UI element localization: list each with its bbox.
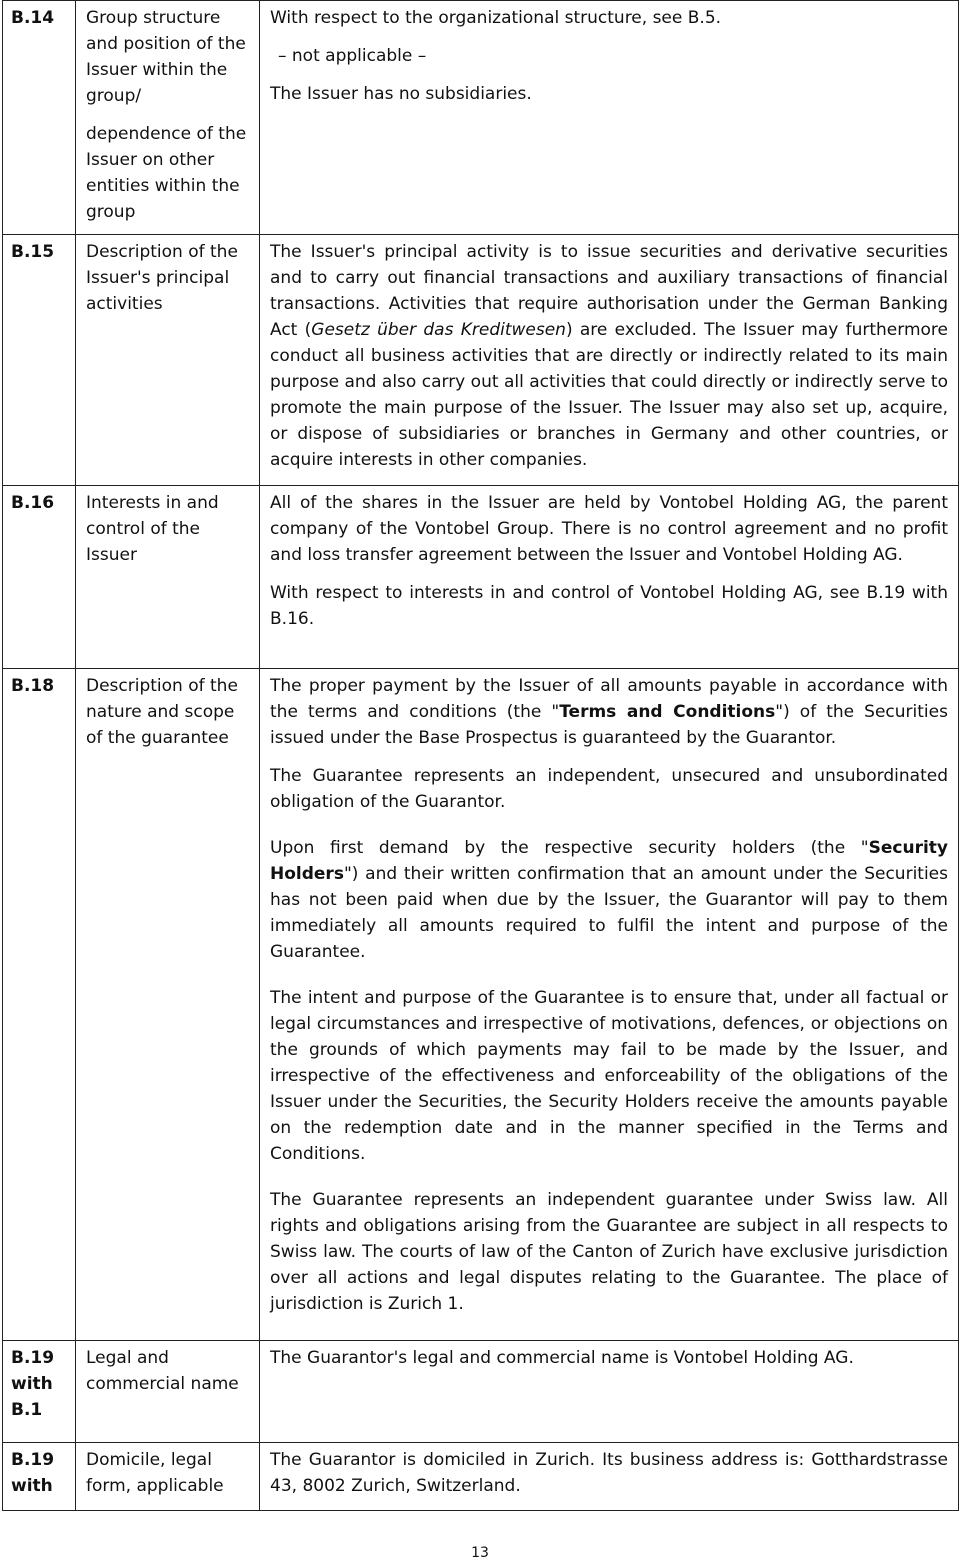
paragraph: With respect to the organizational structure, see B.5.	[270, 8, 722, 28]
paragraph	[270, 239, 948, 473]
paragraph: The intent and purpose of the Guarantee is to ensure that, under all factual or legal circumstances and irrespective of motivations, defences, or objections on the grounds of which payments may fail to be made by the Issuer, and irrespective of the effectiveness and enforceability of the obligations of the Issuer under the Securities, the Security Holders receive the amounts payable on the redemption date and in the manner specified in the Terms and Conditions.	[270, 988, 948, 1164]
paragraph-bold: Security Holders	[270, 838, 948, 884]
element-id: B.18	[3, 669, 76, 1341]
element-content	[260, 1341, 959, 1443]
paragraph-text: ") of the Securities issued under the Base Prospectus is guaranteed by the Guarantor.	[270, 702, 948, 748]
paragraph	[270, 673, 948, 751]
element-id: B.16	[3, 486, 76, 669]
paragraph: The Guarantor's legal and commercial name is Vontobel Holding AG.	[270, 1348, 854, 1368]
table-row	[3, 1443, 959, 1511]
paragraph	[270, 835, 948, 965]
table-row	[3, 235, 959, 486]
paragraph-italic: Gesetz über das Kreditwesen	[311, 320, 566, 340]
element-content	[260, 669, 959, 1341]
paragraph: With respect to interests in and control of Vontobel Holding AG, see B.19 with B.16.	[270, 583, 948, 629]
paragraph-text: ) are excluded. The Issuer may furthermore conduct all business activities that are directly or indirectly related to its main purpose and also carry out all activities that could directly or indirectly serve to promote the main purpose of the Issuer. The Issuer may also set up, acquire, or dispose of subsidiaries or branches in Germany and other countries, or acquire interests in other companies.	[270, 320, 948, 470]
element-id: B.15	[3, 235, 76, 486]
paragraph: – not applicable –	[278, 46, 427, 66]
element-id: B.19 with	[3, 1443, 76, 1511]
element-content	[260, 1443, 959, 1511]
element-label-part: dependence of the Issuer on other entities within the group	[86, 124, 247, 222]
element-id: B.19 with B.1	[3, 1341, 76, 1443]
element-label: Description of the Issuer's principal activities	[76, 235, 260, 486]
element-label: Domicile, legal form, applicable	[76, 1443, 260, 1511]
paragraph-text: The Issuer's principal activity is to issue securities and derivative securities and to carry out financial transactions and auxiliary transactions of financial transactions. Activities that require authorisation under the German Banking Act (	[270, 242, 948, 340]
element-content	[260, 235, 959, 486]
paragraph: The Guarantee represents an independent, unsecured and unsubordinated obligation of the Guarantor.	[270, 766, 948, 812]
paragraph: The Issuer has no subsidiaries.	[270, 84, 532, 104]
element-label: Interests in and control of the Issuer	[76, 486, 260, 669]
paragraph-bold: Terms and Conditions	[559, 702, 776, 722]
paragraph: All of the shares in the Issuer are held by Vontobel Holding AG, the parent company of the Vontobel Group. There is no control agreement and no profit and loss transfer agreement between the Issuer and Vontobel Holding AG.	[270, 493, 948, 565]
element-label: Description of the nature and scope of the guarantee	[76, 669, 260, 1341]
paragraph: The Guarantee represents an independent guarantee under Swiss law. All rights and obligations arising from the Guarantee are subject in all respects to Swiss law. The courts of law of the Canton of Zurich have exclusive jurisdiction over all actions and legal disputes relating to the Guarantee. The place of jurisdiction is Zurich 1.	[270, 1190, 948, 1314]
paragraph: The Guarantor is domiciled in Zurich. Its business address is: Gotthardstrasse 43, 8002 Zurich, Switzerland.	[270, 1450, 948, 1496]
element-label: Legal and commercial name	[76, 1341, 260, 1443]
paragraph-text: Upon first demand by the respective security holders (the "	[270, 838, 869, 858]
table-row	[3, 1, 959, 235]
table-row	[3, 669, 959, 1341]
element-id: B.14	[3, 1, 76, 235]
table-row	[3, 486, 959, 669]
summary-table	[2, 0, 959, 1511]
paragraph-text: The proper payment by the Issuer of all amounts payable in accordance with the terms and conditions (the "	[270, 676, 948, 722]
table-row	[3, 1341, 959, 1443]
element-content	[260, 1, 959, 235]
element-content	[260, 486, 959, 669]
element-label	[76, 1, 260, 235]
page-number: 13	[471, 1545, 489, 1561]
element-label-part: Group structure and position of the Issuer within the group/	[86, 8, 246, 106]
paragraph-text: ") and their written confirmation that an amount under the Securities has not been paid when due by the Issuer, the Guarantor will pay to them immediately all amounts required to fulfil the intent and purpose of the Guarantee.	[270, 864, 948, 962]
